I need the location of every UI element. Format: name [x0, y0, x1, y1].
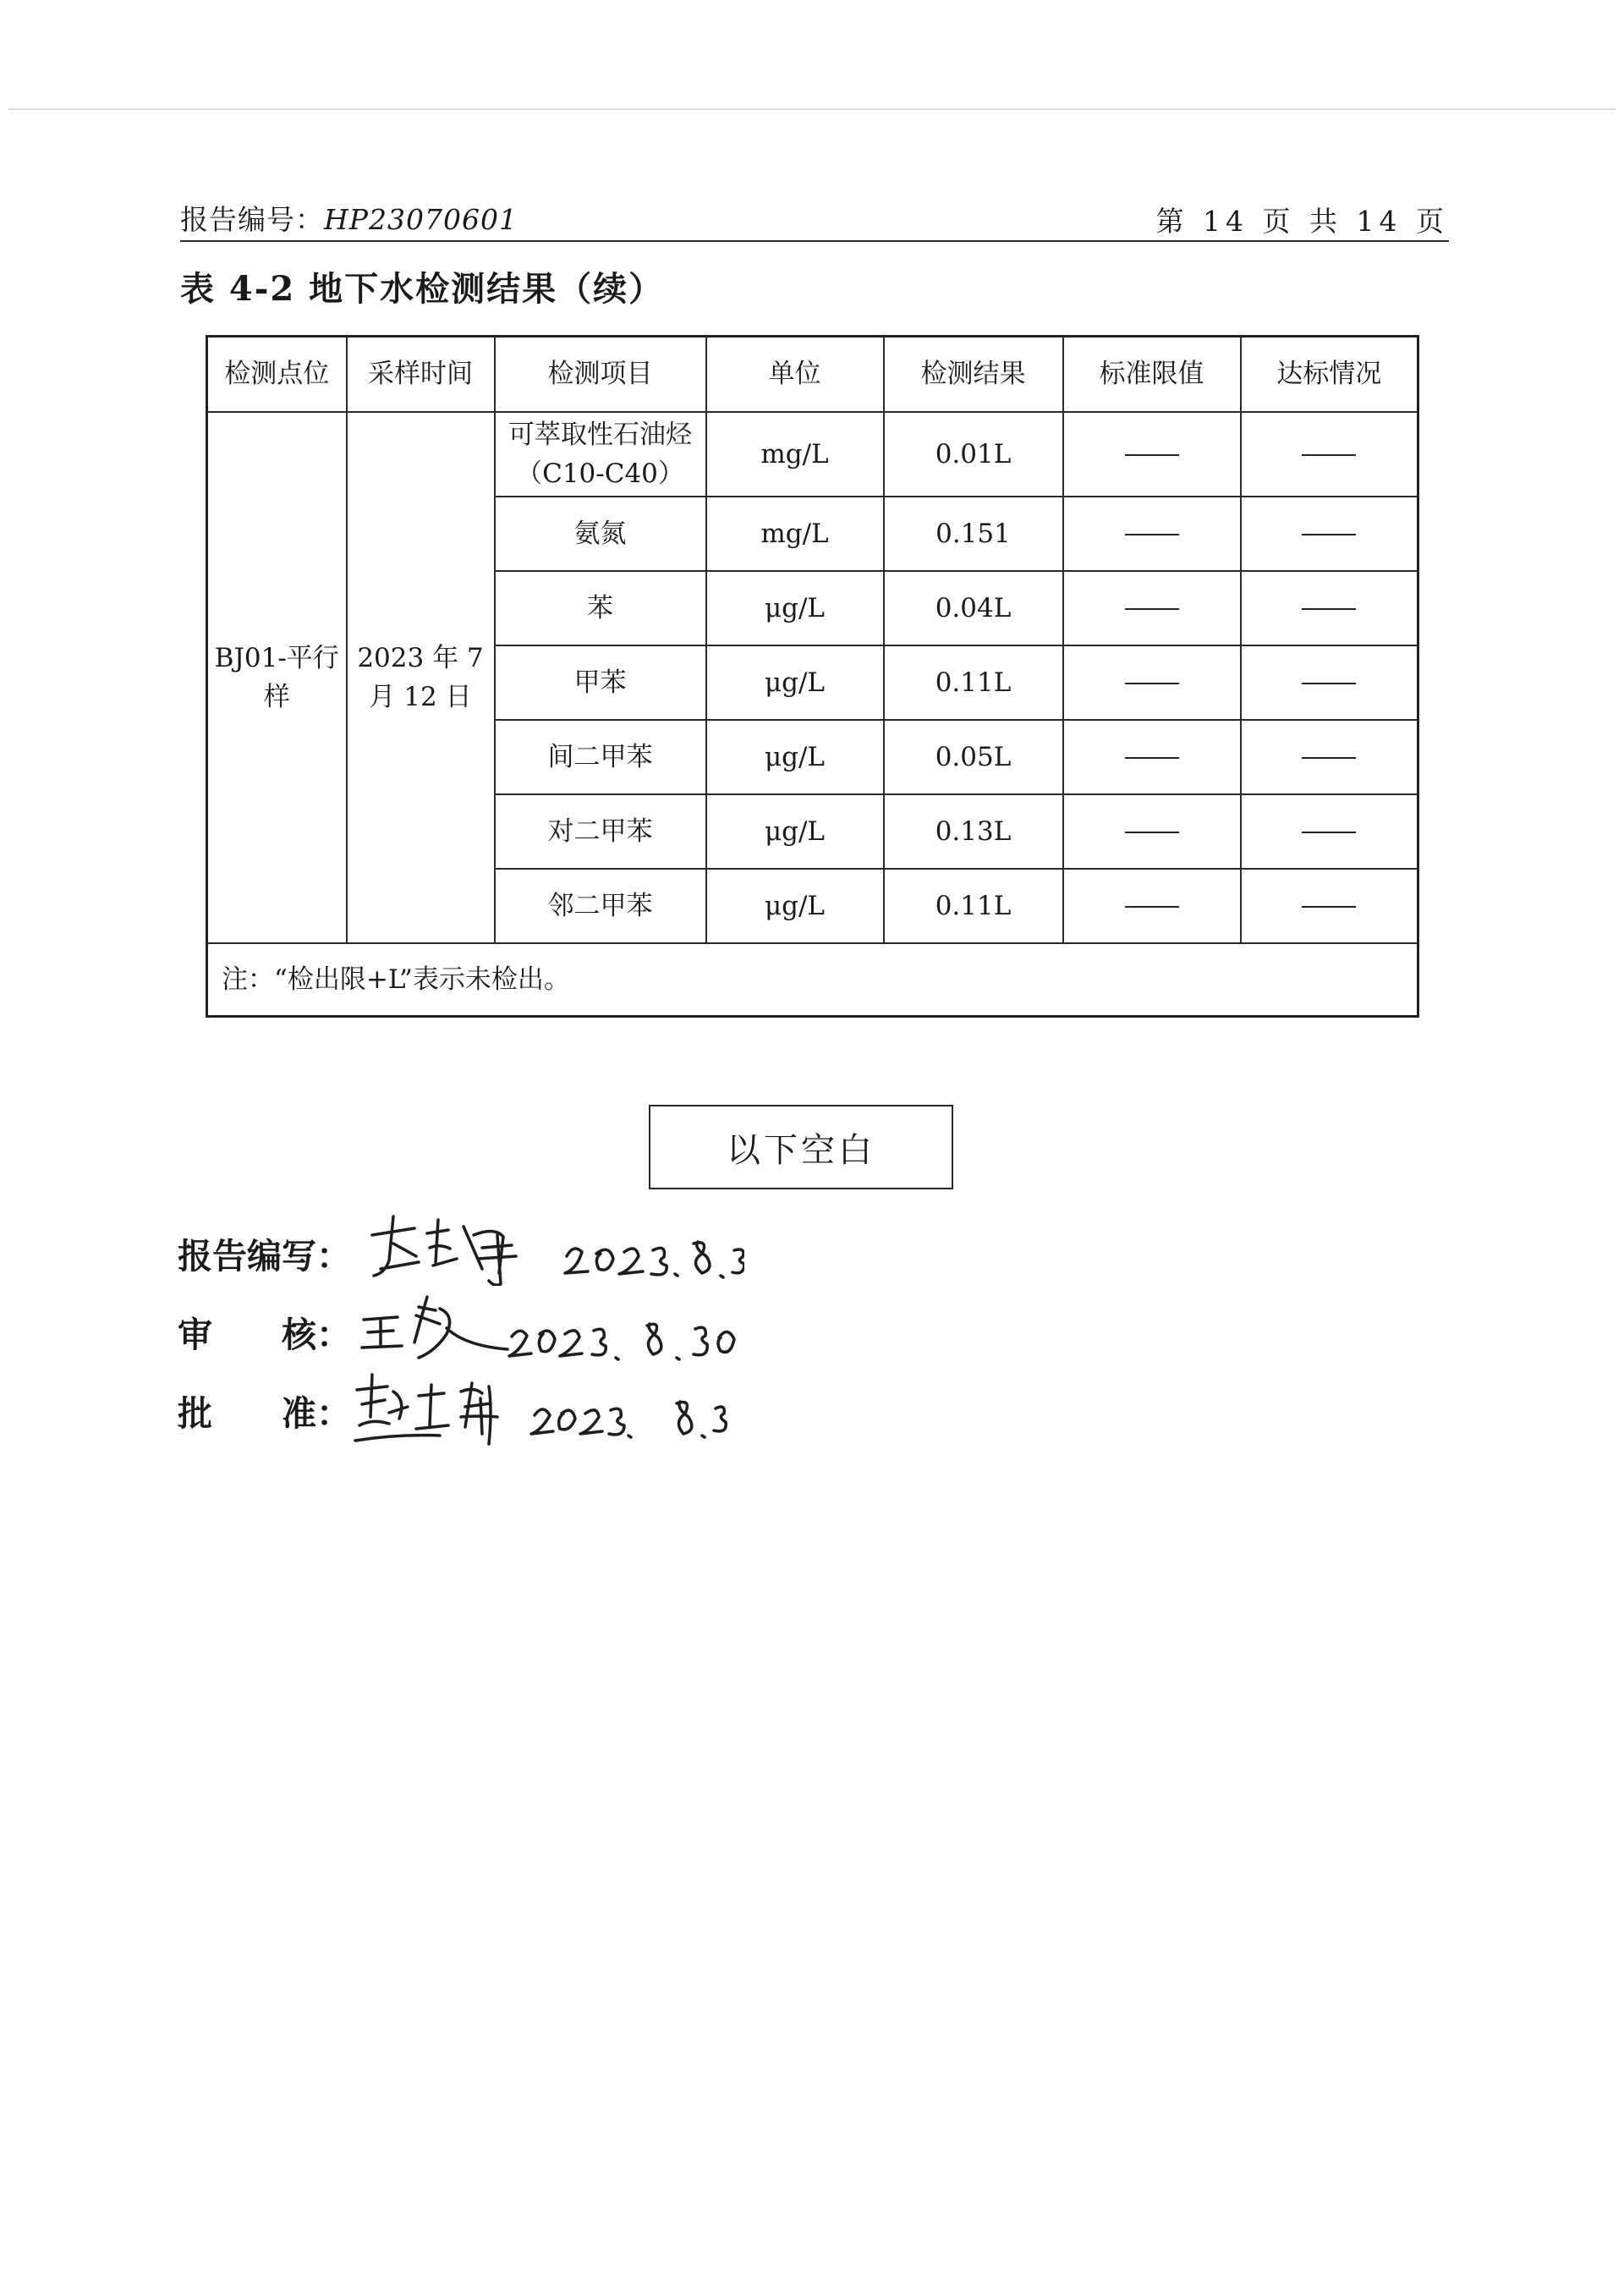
unit-cell: mg/L — [706, 412, 884, 497]
dash-mark — [1125, 683, 1179, 684]
preparer-signature — [355, 1210, 744, 1286]
table-note: 注：“检出限+L”表示未检出。 — [207, 943, 1418, 1017]
dash-mark — [1302, 608, 1356, 610]
unit-cell: μg/L — [706, 571, 884, 645]
dash-mark — [1302, 757, 1356, 759]
result-cell: 0.01L — [884, 412, 1063, 497]
header-cell: 标准限值 — [1063, 337, 1241, 413]
dash-mark — [1125, 757, 1179, 759]
item-cell: 可萃取性石油烃（C10-C40） — [495, 412, 706, 497]
report-number — [180, 198, 518, 238]
status-cell — [1241, 412, 1418, 497]
result-cell: 0.05L — [884, 720, 1063, 794]
unit-cell: μg/L — [706, 794, 884, 869]
dash-mark — [1302, 683, 1356, 684]
table-header-row — [207, 337, 1418, 413]
limit-cell — [1063, 720, 1241, 794]
status-cell — [1241, 497, 1418, 571]
limit-cell — [1063, 794, 1241, 869]
result-cell: 0.11L — [884, 869, 1063, 943]
status-cell — [1241, 794, 1418, 869]
result-cell: 0.13L — [884, 794, 1063, 869]
limit-cell — [1063, 571, 1241, 645]
reviewer-signature — [355, 1290, 744, 1366]
sampling-point-cell: BJ01-平行样 — [207, 412, 347, 943]
limit-cell — [1063, 645, 1241, 720]
approver-signature — [347, 1366, 736, 1451]
status-cell — [1241, 869, 1418, 943]
status-cell — [1241, 720, 1418, 794]
dash-mark — [1125, 608, 1179, 610]
dash-mark — [1302, 534, 1356, 535]
result-cell: 0.151 — [884, 497, 1063, 571]
header-cell: 达标情况 — [1241, 337, 1418, 413]
dash-mark — [1125, 534, 1179, 535]
page-header — [180, 195, 1449, 242]
header-cell: 采样时间 — [347, 337, 495, 413]
dash-mark — [1302, 832, 1356, 833]
reviewer-label: 审 核： — [178, 1315, 351, 1355]
status-cell — [1241, 645, 1418, 720]
unit-cell: mg/L — [706, 497, 884, 571]
blank-below-notice: 以下空白 — [649, 1105, 953, 1189]
header-cell: 检测点位 — [207, 337, 347, 413]
limit-cell — [1063, 497, 1241, 571]
preparer-label: 报告编写： — [178, 1236, 351, 1277]
page-info: 第 14 页 共 14 页 — [1155, 205, 1449, 238]
dash-mark — [1125, 906, 1179, 908]
dash-mark — [1302, 906, 1356, 908]
dash-mark — [1125, 454, 1179, 456]
result-cell: 0.04L — [884, 571, 1063, 645]
table-row — [207, 412, 1418, 497]
header-cell: 单位 — [706, 337, 884, 413]
status-cell — [1241, 571, 1418, 645]
unit-cell: μg/L — [706, 869, 884, 943]
item-cell: 邻二甲苯 — [495, 869, 706, 943]
result-cell: 0.11L — [884, 645, 1063, 720]
limit-cell — [1063, 412, 1241, 497]
header-cell: 检测结果 — [884, 337, 1063, 413]
dash-mark — [1302, 454, 1356, 456]
item-cell: 苯 — [495, 571, 706, 645]
table-title: 表 4-2 地下水检测结果（续） — [180, 269, 665, 309]
scan-top-edge — [8, 108, 1616, 110]
limit-cell — [1063, 869, 1241, 943]
unit-cell: μg/L — [706, 645, 884, 720]
dash-mark — [1125, 832, 1179, 833]
sampling-time-cell: 2023 年 7 月 12 日 — [347, 412, 495, 943]
item-cell: 间二甲苯 — [495, 720, 706, 794]
item-cell: 甲苯 — [495, 645, 706, 720]
header-cell: 检测项目 — [495, 337, 706, 413]
report-number-value: HP23070601 — [324, 203, 518, 236]
unit-cell: μg/L — [706, 720, 884, 794]
header-rule — [180, 240, 1449, 242]
item-cell: 氨氮 — [495, 497, 706, 571]
item-cell: 对二甲苯 — [495, 794, 706, 869]
report-number-label: 报告编号： — [180, 203, 324, 236]
table-note-row — [207, 943, 1418, 1017]
approver-label: 批 准： — [178, 1393, 351, 1434]
results-table — [206, 335, 1419, 1018]
